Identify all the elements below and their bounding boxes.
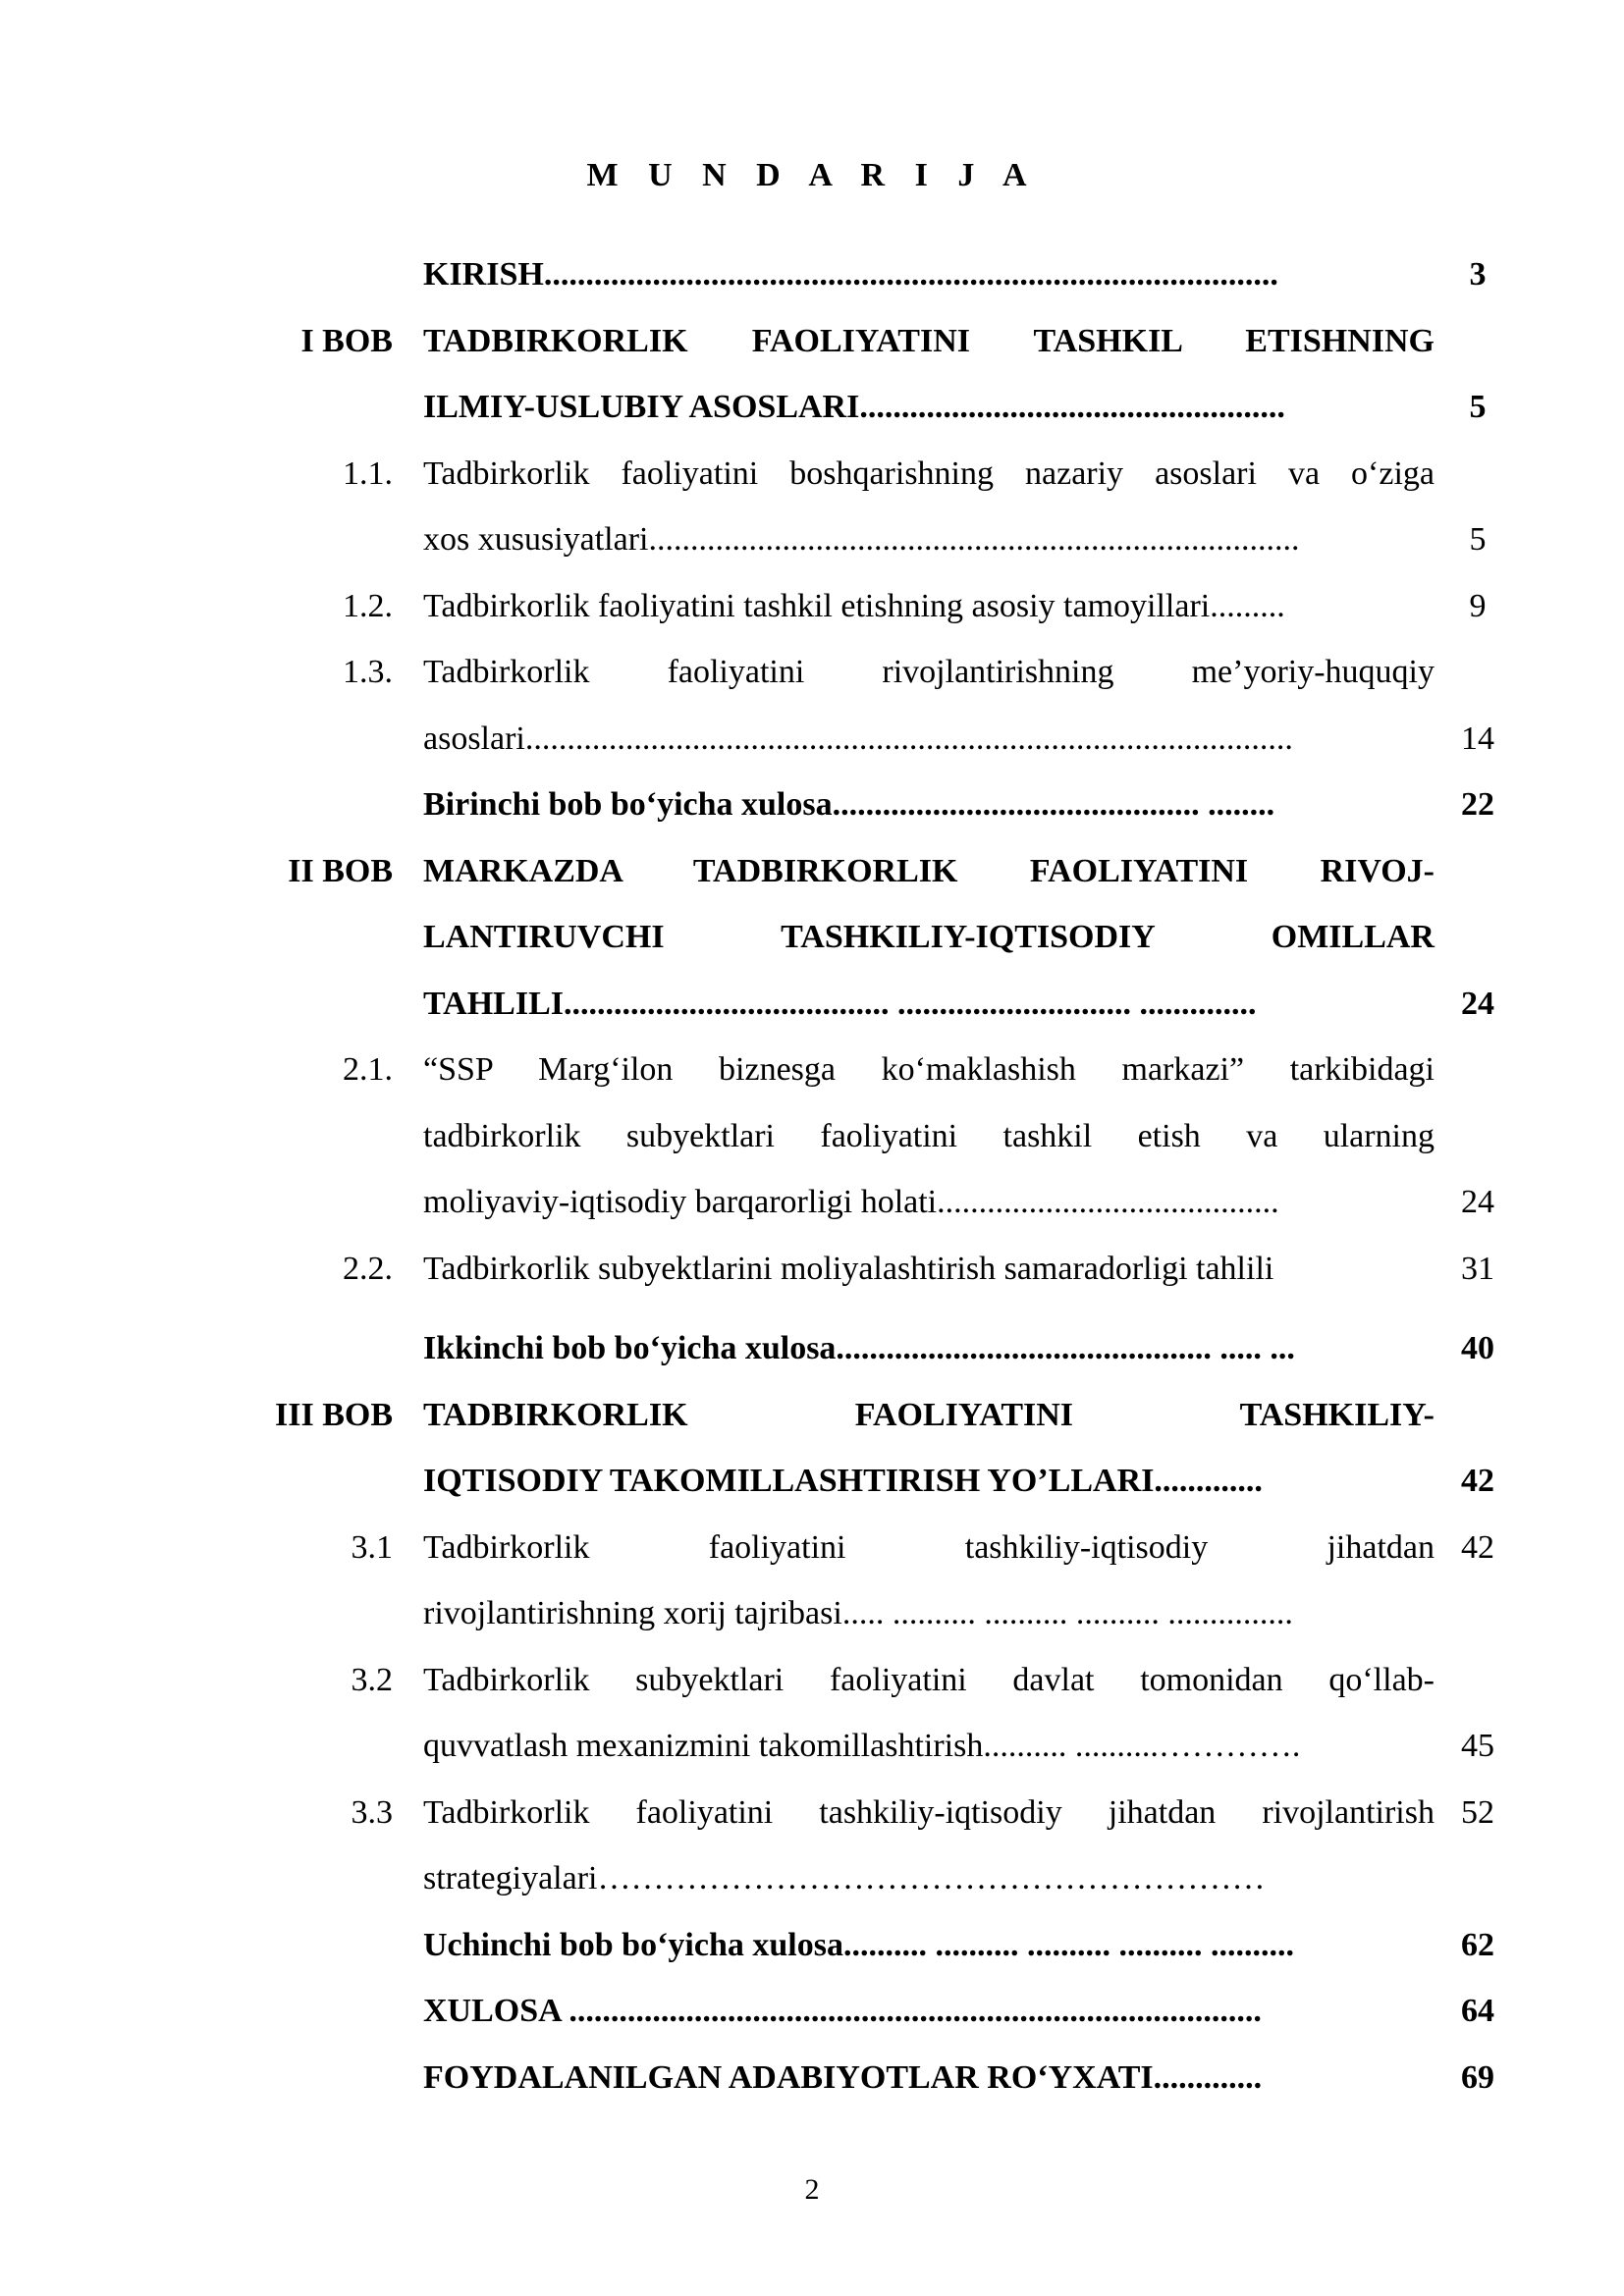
toc-entry-page: 31 — [1461, 1250, 1494, 1287]
toc-entry-number: 3.2 — [351, 1661, 393, 1698]
toc-entry-text: IQTISODIY TAKOMILLASHTIRISH YO’LLARI............. — [423, 1463, 1263, 1499]
toc-entry-text: Tadbirkorlik subyektlarini moliyalashtirish samaradorligi tahlili — [423, 1250, 1274, 1287]
toc-title: M U N D A R I J A — [586, 157, 1038, 193]
toc-entry-number: II BOB — [288, 852, 393, 889]
toc-entry-line — [0, 639, 1624, 706]
toc-entry-text: “SSP Marg‘ilon biznesga ko‘maklashish markazi” tarkibidagi — [423, 1051, 1435, 1088]
toc-entry-number: 1.1. — [343, 454, 393, 492]
toc-entry-text: TADBIRKORLIK FAOLIYATINI TASHKIL ETISHNING — [423, 322, 1435, 359]
toc-entry[interactable] — [0, 1647, 1624, 1780]
toc-entry-text: FOYDALANILGAN ADABIYOTLAR RO‘YXATI............. — [423, 2058, 1263, 2096]
toc-entry-line — [0, 1978, 1624, 2045]
toc-entry-line — [0, 1236, 1624, 1303]
toc-entry-text: Tadbirkorlik faoliyatini tashkiliy-iqtisodiy jihatdan rivojlantirish — [423, 1793, 1435, 1831]
toc-entry-text: moliyaviy-iqtisodiy barqarorligi holati......................................... — [423, 1184, 1279, 1220]
toc-entry-line — [0, 971, 1624, 1038]
toc-entry[interactable] — [0, 639, 1624, 772]
toc-entry[interactable] — [0, 1978, 1624, 2045]
toc-entry-text: Uchinchi bob bo‘yicha xulosa.......... .......... .......... .......... .......... — [423, 1926, 1294, 1963]
toc-entry-page: 3 — [1469, 256, 1487, 293]
toc-entry-text: LANTIRUVCHI TASHKILIY-IQTISODIY OMILLAR — [423, 919, 1435, 955]
toc-entry-text: rivojlantirishning xorij tajribasi..... .......... .......... .......... ............... — [423, 1595, 1293, 1631]
toc-entry-page: 40 — [1461, 1330, 1494, 1366]
toc-entry-page: 52 — [1461, 1793, 1494, 1831]
toc-entry-text: Tadbirkorlik faoliyatini boshqarishning nazariy asoslari va o‘ziga — [423, 454, 1435, 492]
toc-entry-text: KIRISH........................................................................................ — [423, 256, 1278, 293]
toc-entry-text: Tadbirkorlik faoliyatini rivojlantirishning me’yoriy-huquqiy — [423, 654, 1435, 690]
toc-entry-line — [0, 1713, 1624, 1780]
toc-entry-text: Tadbirkorlik faoliyatini tashkil etishning asosiy tamoyillari......... — [423, 587, 1285, 624]
toc-entry-page: 24 — [1461, 985, 1494, 1022]
toc-entry-text: Tadbirkorlik subyektlari faoliyatini davlat tomonidan qo‘llab- — [423, 1661, 1435, 1698]
toc-entry-page: 9 — [1469, 587, 1487, 624]
toc-entry-line — [0, 1845, 1624, 1912]
toc-entry-line — [0, 838, 1624, 905]
toc-entry-text: TAHLILI....................................... ............................ .............. — [423, 985, 1257, 1022]
toc-entry[interactable] — [0, 1037, 1624, 1236]
toc-entry-line — [0, 1382, 1624, 1449]
toc-entry-line — [0, 1037, 1624, 1103]
toc-entry-text: strategiyalari…………………………………………………… — [423, 1860, 1266, 1896]
toc-entry-text: Birinchi bob bo‘yicha xulosa............................................ ........ — [423, 786, 1275, 823]
toc-entry-page: 64 — [1461, 1993, 1494, 2029]
toc-entry-line — [0, 2045, 1624, 2111]
table-of-contents — [0, 241, 1624, 2110]
toc-entry-number: III BOB — [275, 1396, 393, 1433]
toc-entry-text: XULOSA ................................................................................... — [423, 1993, 1262, 2029]
toc-entry-line — [0, 308, 1624, 375]
page-number: 2 — [804, 2173, 820, 2206]
toc-entry-line — [0, 374, 1624, 441]
toc-entry-text: TADBIRKORLIK FAOLIYATINI TASHKILIY- — [423, 1396, 1435, 1433]
toc-entry-page: 42 — [1461, 1463, 1494, 1499]
toc-entry-number: 3.3 — [351, 1793, 393, 1831]
toc-entry-number: 1.3. — [343, 654, 393, 690]
toc-gap — [0, 1302, 1624, 1315]
toc-entry-line — [0, 1448, 1624, 1515]
toc-entry-number: 1.2. — [343, 587, 393, 624]
toc-entry-line — [0, 241, 1624, 308]
toc-entry[interactable] — [0, 772, 1624, 838]
toc-entry[interactable] — [0, 1315, 1624, 1382]
toc-entry-line — [0, 1780, 1624, 1846]
toc-entry-line — [0, 706, 1624, 773]
toc-entry-page: 5 — [1469, 521, 1487, 558]
toc-entry-text: asoslari............................................................................................ — [423, 720, 1293, 757]
toc-entry-page: 24 — [1461, 1184, 1494, 1220]
toc-entry-number: 2.1. — [343, 1051, 393, 1088]
toc-entry-line — [0, 1912, 1624, 1979]
toc-entry-line — [0, 507, 1624, 573]
toc-entry-page: 5 — [1469, 389, 1487, 425]
toc-entry-text: Tadbirkorlik faoliyatini tashkiliy-iqtisodiy jihatdan — [423, 1528, 1435, 1566]
toc-entry-line — [0, 772, 1624, 838]
toc-entry[interactable] — [0, 1515, 1624, 1647]
toc-entry-text: ILMIY-USLUBIY ASOSLARI................................................... — [423, 389, 1285, 425]
toc-entry-text: tadbirkorlik subyektlari faoliyatini tashkil etish va ularning — [423, 1117, 1435, 1154]
toc-entry-line — [0, 441, 1624, 507]
toc-entry-line — [0, 1647, 1624, 1714]
toc-entry-line — [0, 573, 1624, 640]
toc-entry-page: 14 — [1461, 720, 1494, 757]
toc-entry[interactable] — [0, 573, 1624, 640]
toc-entry-text: xos xususiyatlari.............................................................................. — [423, 521, 1300, 558]
toc-entry-page: 62 — [1461, 1926, 1494, 1963]
toc-entry[interactable] — [0, 838, 1624, 1038]
toc-entry-line — [0, 1315, 1624, 1382]
toc-entry[interactable] — [0, 1912, 1624, 1979]
toc-entry-line — [0, 1515, 1624, 1581]
toc-entry[interactable] — [0, 2045, 1624, 2111]
toc-entry-page: 69 — [1461, 2058, 1494, 2096]
toc-entry-number: 3.1 — [351, 1528, 393, 1566]
toc-entry-text: Ikkinchi bob bo‘yicha xulosa............................................. ..... ... — [423, 1330, 1295, 1366]
toc-entry[interactable] — [0, 1780, 1624, 1912]
toc-entry-number: I BOB — [300, 322, 393, 359]
toc-entry[interactable] — [0, 308, 1624, 441]
toc-entry[interactable] — [0, 441, 1624, 573]
toc-entry-line — [0, 904, 1624, 971]
toc-entry[interactable] — [0, 1236, 1624, 1303]
toc-entry-line — [0, 1169, 1624, 1236]
toc-entry-page: 22 — [1461, 786, 1494, 823]
toc-entry-text: quvvatlash mexanizmini takomillashtirish.......... ..........…………. — [423, 1728, 1301, 1764]
toc-entry-line — [0, 1580, 1624, 1647]
toc-entry-page: 45 — [1461, 1728, 1494, 1764]
toc-entry-line — [0, 1103, 1624, 1170]
toc-entry[interactable] — [0, 241, 1624, 308]
toc-entry-text: MARKAZDA TADBIRKORLIK FAOLIYATINI RIVOJ- — [423, 852, 1435, 889]
toc-entry-number: 2.2. — [343, 1250, 393, 1287]
toc-entry-page: 42 — [1461, 1528, 1494, 1566]
toc-entry[interactable] — [0, 1382, 1624, 1515]
